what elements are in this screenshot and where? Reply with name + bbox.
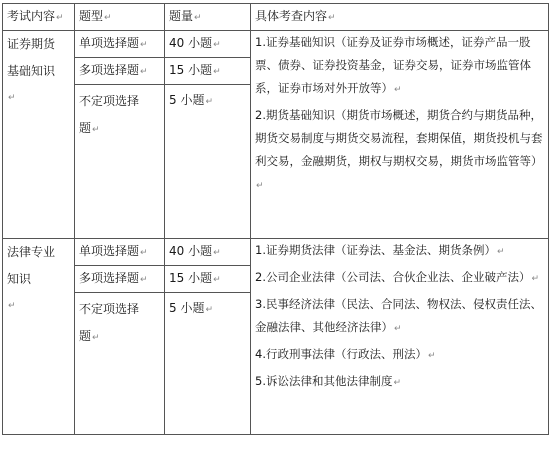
content-item: 1.证券期货法律（证券法、基金法、期货条例）↵ xyxy=(255,243,505,257)
paragraph-mark-icon: ↵ xyxy=(256,181,264,191)
paragraph-mark-icon: ↵ xyxy=(56,13,64,23)
paragraph-mark-icon: ↵ xyxy=(92,125,100,135)
paragraph-mark-icon: ↵ xyxy=(8,93,16,103)
content-item: 2.公司企业法律（公司法、合伙企业法、企业破产法）↵ xyxy=(255,270,540,284)
paragraph-mark-icon: ↵ xyxy=(213,67,221,77)
paragraph-mark-icon: ↵ xyxy=(213,248,221,258)
question-type-cell: 不定项选择 题↵ xyxy=(75,85,165,239)
paragraph-mark-icon: ↵ xyxy=(205,97,213,107)
header-row xyxy=(3,4,549,31)
paragraph-mark-icon: ↵ xyxy=(427,351,436,361)
paragraph-mark-icon: ↵ xyxy=(394,324,402,334)
table-row xyxy=(3,239,549,266)
question-count-cell: 40 小题↵ xyxy=(165,31,251,58)
table-row xyxy=(3,31,549,58)
question-type-cell: 多项选择题↵ xyxy=(75,58,165,85)
paragraph-mark-icon: ↵ xyxy=(8,301,16,311)
content-item: 4.行政刑事法律（行政法、刑法）↵ xyxy=(255,347,436,361)
subject-cell: 证券期货 基础知识 ↵ xyxy=(3,31,75,239)
question-type-cell: 单项选择题↵ xyxy=(75,31,165,58)
paragraph-mark-icon: ↵ xyxy=(213,275,221,285)
question-count-cell: 40 小题↵ xyxy=(165,239,251,266)
question-type-cell: 不定项选择 题↵ xyxy=(75,293,165,435)
paragraph-mark-icon: ↵ xyxy=(531,274,540,284)
question-type-cell: 多项选择题↵ xyxy=(75,266,165,293)
header-cell: 题型↵ xyxy=(75,4,165,31)
question-count-cell: 5 小题↵ xyxy=(165,293,251,435)
content-cell xyxy=(251,239,549,435)
paragraph-mark-icon: ↵ xyxy=(140,40,148,50)
paragraph-mark-icon: ↵ xyxy=(140,67,148,77)
paragraph-mark-icon: ↵ xyxy=(140,275,148,285)
header-cell: 题量↵ xyxy=(165,4,251,31)
content-cell xyxy=(251,31,549,239)
header-cell: 具体考查内容↵ xyxy=(251,4,549,31)
paragraph-mark-icon: ↵ xyxy=(496,247,505,257)
header-cell: 考试内容↵ xyxy=(3,4,75,31)
paragraph-mark-icon: ↵ xyxy=(92,333,100,343)
paragraph-mark-icon: ↵ xyxy=(205,305,213,315)
question-type-cell: 单项选择题↵ xyxy=(75,239,165,266)
paragraph-mark-icon: ↵ xyxy=(194,13,202,23)
paragraph-mark-icon: ↵ xyxy=(394,85,402,95)
content-item: 2.期货基础知识（期货市场概述，期货合约与期货品种，期货交易制度与期货交易流程，套期保值，期货投机与套利交易，金融期货，期权与期权交易，期货市场监管等）↵ xyxy=(255,108,543,191)
question-count-cell: 15 小题↵ xyxy=(165,266,251,293)
paragraph-mark-icon: ↵ xyxy=(104,13,112,23)
question-count-cell: 5 小题↵ xyxy=(165,85,251,239)
paragraph-mark-icon: ↵ xyxy=(393,378,402,388)
question-count-cell: 15 小题↵ xyxy=(165,58,251,85)
content-item: 3.民事经济法律（民法、合同法、物权法、侵权责任法、金融法律、其他经济法律）↵ xyxy=(255,297,542,334)
subject-cell: 法律专业 知识 ↵ xyxy=(3,239,75,435)
exam-content-table xyxy=(2,3,549,435)
paragraph-mark-icon: ↵ xyxy=(328,13,336,23)
paragraph-mark-icon: ↵ xyxy=(213,40,221,50)
content-item: 1.证券基础知识（证券及证券市场概述，证券产品一股票、债券、证券投资基金，证券交易，证券市场监管体系，证券市场对外开放等）↵ xyxy=(255,35,531,95)
content-item: 5.诉讼法律和其他法律制度↵ xyxy=(255,374,402,388)
paragraph-mark-icon: ↵ xyxy=(140,248,148,258)
